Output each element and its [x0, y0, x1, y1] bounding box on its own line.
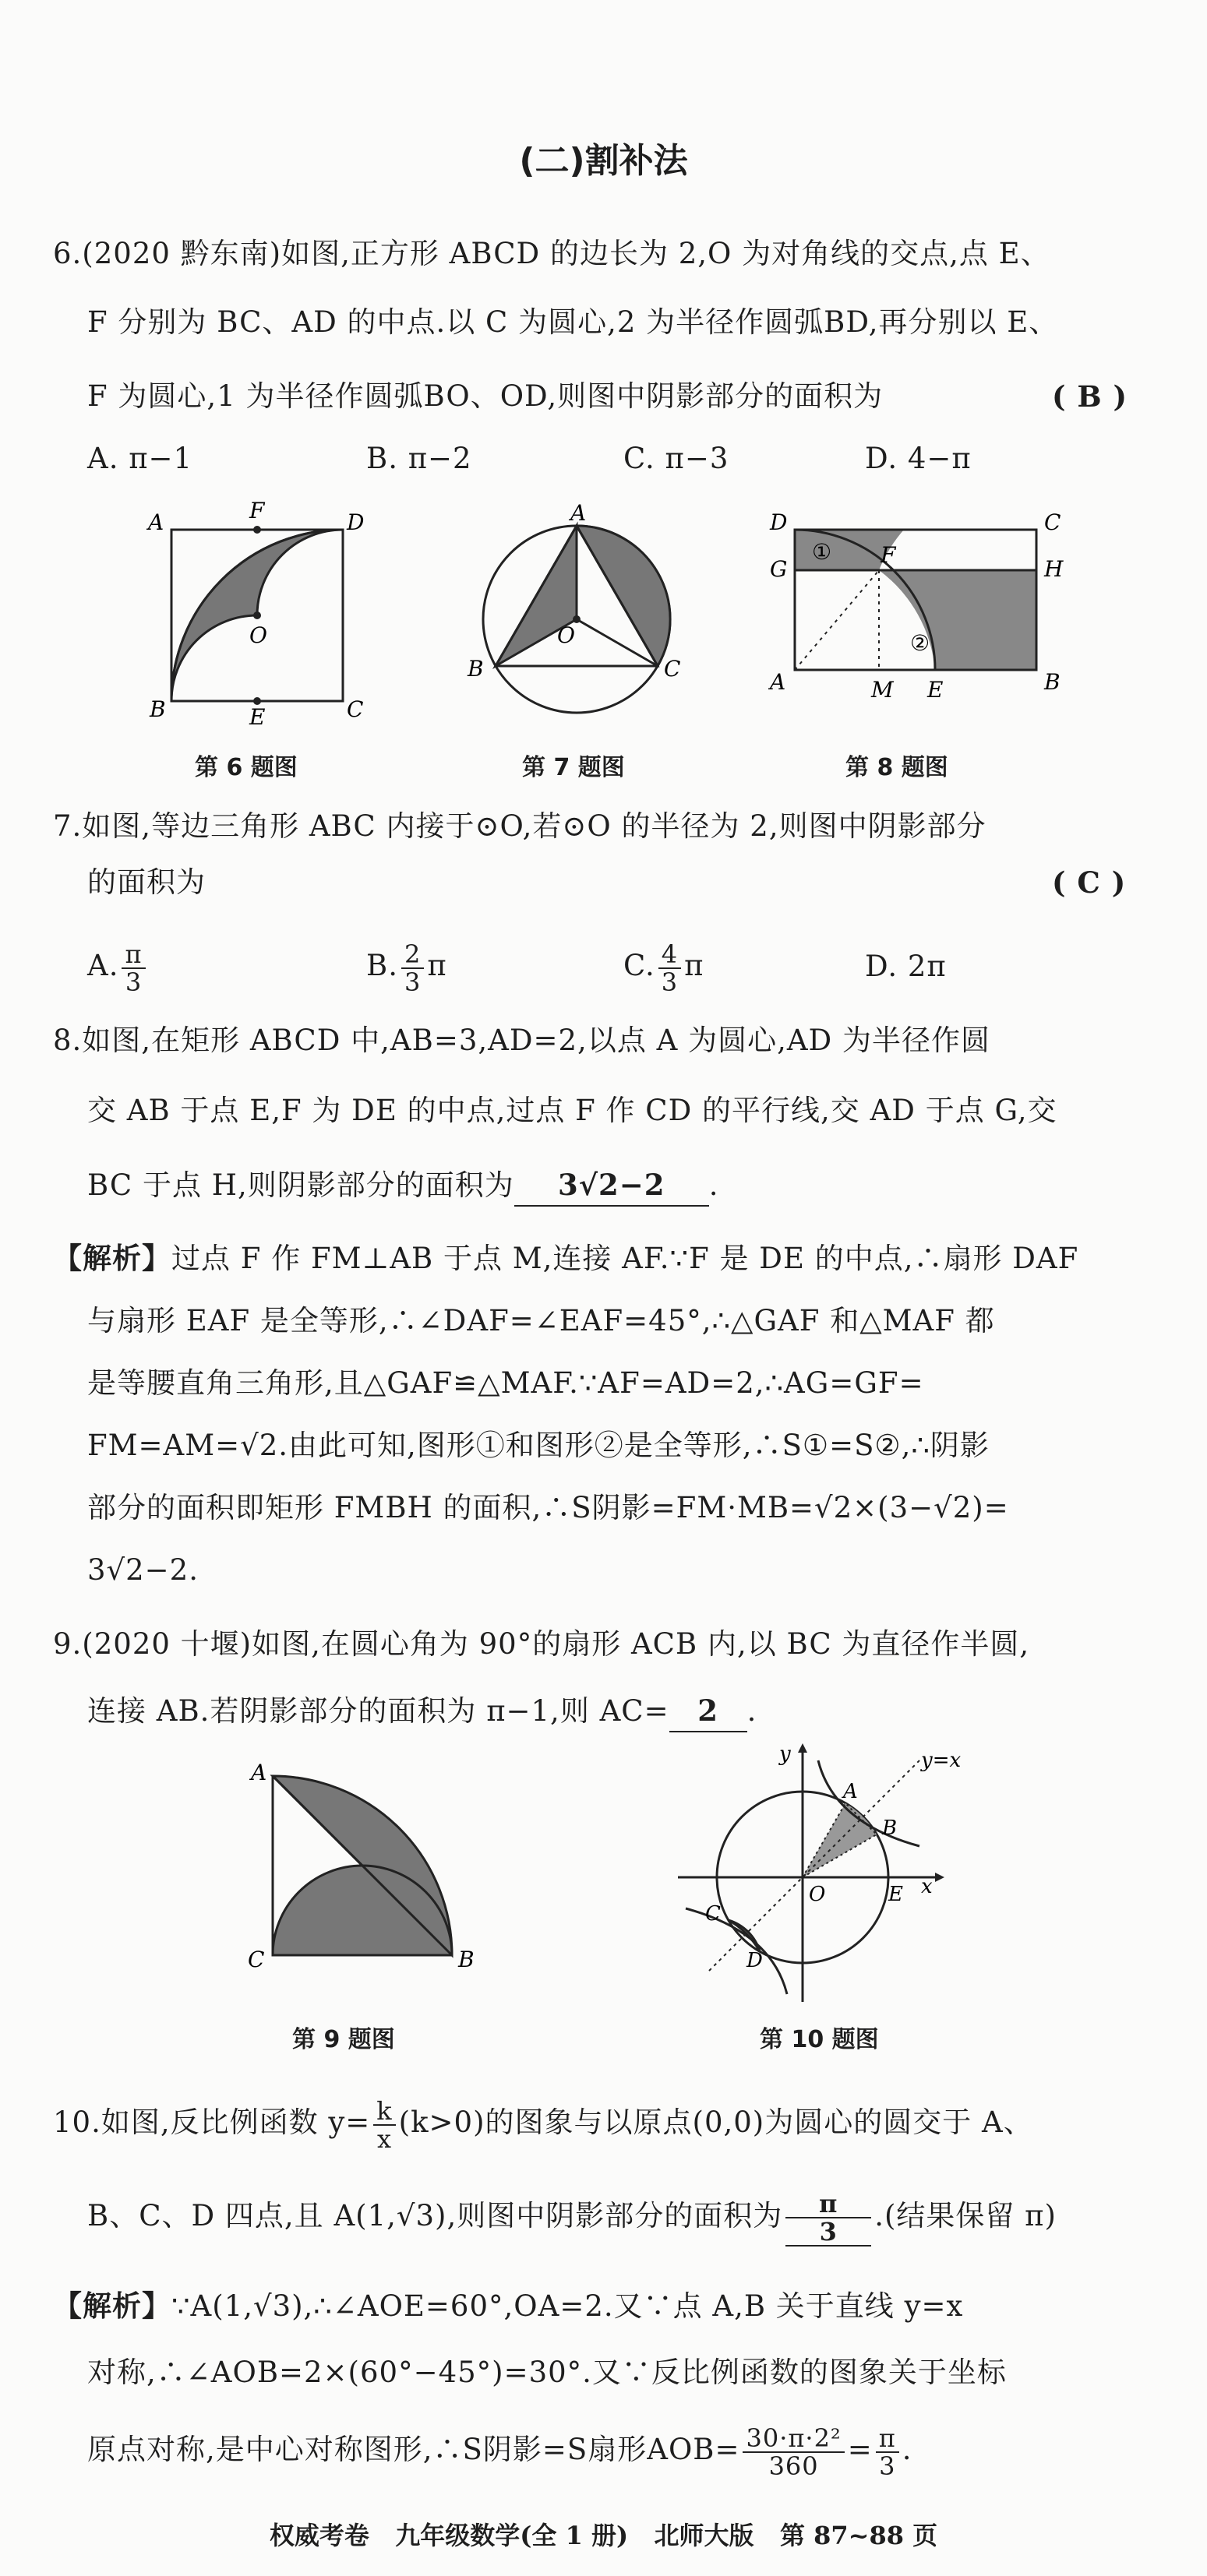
q7-line2: 的面积为 — [87, 865, 206, 899]
q7-option-b: B. $\frac{2}{3}$ π — [366, 939, 447, 997]
f10-label-o: O — [809, 1883, 826, 1906]
q8-analysis-line1: 【解析】过点 F 作 FM⊥AB 于点 M,连接 AF.∵F 是 DE 的中点,∴扇形 DAF — [53, 1242, 1079, 1275]
q8-answer: 3√2−2 — [514, 1165, 709, 1207]
f6-label-b: B — [150, 696, 166, 722]
f8-label-e: E — [927, 677, 944, 703]
q7-option-c: C. $\frac{4}{3}$ π — [623, 939, 704, 997]
caption-fig8: 第 8 题图 — [845, 754, 948, 781]
f6-label-f: F — [249, 499, 265, 523]
f8-label-region2: ② — [910, 630, 930, 656]
f10-label-d: D — [746, 1949, 763, 1972]
q6-option-c: C. π−3 — [623, 442, 729, 475]
q6-option-b: B. π−2 — [366, 442, 472, 475]
q6-option-a: A. π−1 — [87, 442, 193, 475]
q8-analysis-line3: 是等腰直角三角形,且△GAF≌△MAF.∵AF=AD=2,∴AG=GF= — [87, 1366, 924, 1400]
q7-option-d: D. 2π — [865, 950, 947, 983]
q10-analysis-line3: 原点对称,是中心对称图形,∴S阴影=S扇形AOB= $\frac{\text{30·π·2²}}{360}$ = $\frac{\pi}{3}$ . — [87, 2423, 912, 2481]
f10-label-a: A — [843, 1780, 858, 1803]
f10-label-yx: y=x — [921, 1749, 962, 1772]
q7-line1: 7.如图,等边三角形 ABC 内接于⊙O,若⊙O 的半径为 2,则图中阴影部分 — [53, 809, 986, 843]
caption-fig6: 第 6 题图 — [195, 754, 298, 781]
f9-label-c: C — [248, 1947, 265, 1972]
q8-analysis-line2: 与扇形 EAF 是全等形,∴∠DAF=∠EAF=45°,∴△GAF 和△MAF 都 — [87, 1304, 995, 1337]
q7-option-a: A. $\frac{\pi}{3}$ — [87, 935, 149, 997]
q8-line2: 交 AB 于点 E,F 为 DE 的中点,过点 F 作 CD 的平行线,交 AD 于点 G,交 — [87, 1094, 1057, 1127]
f8-label-region1: ① — [812, 539, 832, 565]
q9-line1: 9.(2020 十堰)如图,在圆心角为 90°的扇形 ACB 内,以 BC 为直径作半圆, — [53, 1627, 1030, 1661]
f7-label-b: B — [468, 656, 484, 682]
q10-line2: B、C、D 四点,且 A(1,√3),则图中阴影部分的面积为 $\frac{\pi}{3}$ .(结果保留 π) — [87, 2188, 1057, 2247]
figure-6 — [140, 499, 374, 732]
q9-line2: 连接 AB.若阴影部分的面积为 π−1,则 AC= 2 . — [87, 1690, 757, 1732]
f8-label-b: B — [1044, 669, 1061, 695]
f9-label-b: B — [458, 1947, 475, 1972]
caption-fig10: 第 10 题图 — [760, 2026, 879, 2053]
figure-9 — [234, 1753, 499, 1986]
figure-8 — [764, 499, 1075, 732]
section-title: (二)割补法 — [519, 141, 688, 181]
f10-label-e: E — [888, 1883, 903, 1906]
f8-label-m: M — [871, 677, 894, 703]
f7-label-a: A — [570, 500, 587, 526]
q6-line2: F 分别为 BC、AD 的中点.以 C 为圆心,2 为半径作圆弧BD,再分别以 E、 — [87, 305, 1059, 339]
q6-option-d: D. 4−π — [865, 442, 972, 475]
f10-label-b: B — [882, 1817, 898, 1840]
caption-fig9: 第 9 题图 — [292, 2026, 395, 2053]
f8-label-a: A — [770, 669, 786, 695]
q8-analysis-line4: FM=AM=√2.由此可知,图形①和图形②是全等形,∴S①=S②,∴阴影 — [87, 1429, 990, 1462]
f6-label-o: O — [249, 622, 267, 648]
figure-7 — [460, 499, 693, 732]
q7-answer: ( C ) — [1052, 865, 1127, 900]
f6-label-e: E — [249, 704, 266, 730]
f6-label-d: D — [347, 509, 365, 535]
caption-fig7: 第 7 题图 — [522, 754, 625, 781]
f9-label-a: A — [251, 1760, 267, 1785]
f6-label-a: A — [148, 509, 164, 535]
figure-10 — [662, 1737, 974, 2010]
f10-label-y: y — [779, 1743, 791, 1766]
q6-line1: 6.(2020 黔东南)如图,正方形 ABCD 的边长为 2,O 为对角线的交点,点 E、 — [53, 237, 1050, 270]
q8-line3: BC 于点 H,则阴影部分的面积为 3√2−2 . — [87, 1165, 719, 1207]
page-footer: 权威考卷 九年级数学(全 1 册) 北师大版 第 87~88 页 — [269, 2521, 938, 2550]
q8-line1: 8.如图,在矩形 ABCD 中,AB=3,AD=2,以点 A 为圆心,AD 为半径作圆 — [53, 1024, 990, 1057]
f7-label-c: C — [664, 656, 681, 682]
f10-label-x: x — [921, 1875, 933, 1898]
f6-label-c: C — [347, 696, 364, 722]
f8-label-d: D — [770, 509, 788, 535]
q9-answer: 2 — [669, 1690, 747, 1732]
f8-label-c: C — [1044, 509, 1061, 535]
q8-analysis-line5: 部分的面积即矩形 FMBH 的面积,∴S阴影=FM·MB=√2×(3−√2)= — [87, 1491, 1009, 1524]
f8-label-g: G — [770, 556, 788, 582]
f10-label-c: C — [705, 1902, 721, 1926]
q10-analysis-line1: 【解析】∵A(1,√3),∴∠AOE=60°,OA=2.又∵点 A,B 关于直线 y=x — [53, 2289, 964, 2323]
q8-analysis-line6: 3√2−2. — [87, 1553, 199, 1587]
f7-label-o: O — [557, 622, 575, 648]
q6-answer: ( B ) — [1052, 379, 1128, 414]
q6-line3: F 为圆心,1 为半径作圆弧BO、OD,则图中阴影部分的面积为 — [87, 379, 884, 413]
f8-label-h: H — [1044, 556, 1064, 582]
f8-label-f: F — [881, 542, 896, 568]
q10-analysis-line2: 对称,∴∠AOB=2×(60°−45°)=30°.又∵反比例函数的图象关于坐标 — [87, 2356, 1007, 2389]
q10-line1: 10.如图,反比例函数 y= $\frac{k}{x}$ (k>0)的图象与以原点(0,0)为圆心的圆交于 A、 — [53, 2095, 1033, 2154]
